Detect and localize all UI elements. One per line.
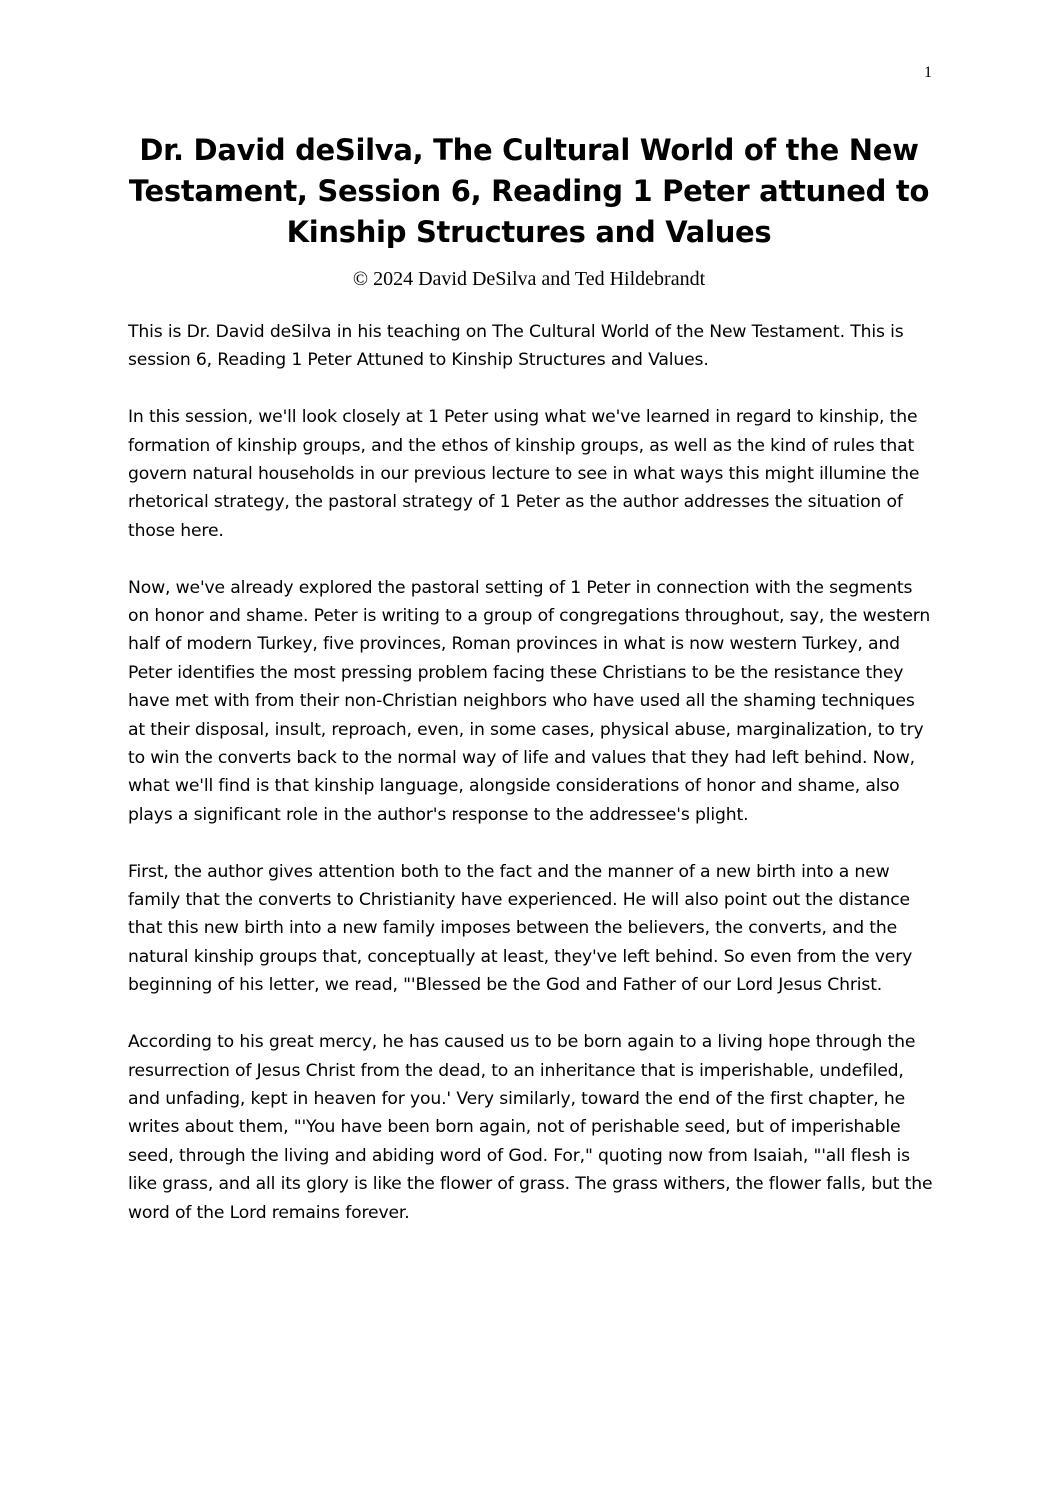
paragraph-1: This is Dr. David deSilva in his teaching on The Cultural World of the New Testament. This is session 6, Reading 1 Peter Attuned to Kinship Structures and Values. xyxy=(128,322,904,371)
document-title: Dr. David deSilva, The Cultural World of the New Testament, Session 6, Reading 1 Peter attuned to Kinship Structures and Values xyxy=(128,133,930,249)
paragraph-2: In this session, we'll look closely at 1 Peter using what we've learned in regard to kinship, the formation of kinship groups, and the ethos of kinship groups, as well as the kind of rules that govern natural households in our previous lecture to see in what ways this might illumine the rhetorical strategy, the pastoral strategy of 1 Peter as the author addresses the situation of those here. xyxy=(128,407,920,541)
paragraph-4: First, the author gives attention both to the fact and the manner of a new birth into a new family that the converts to Christianity have experienced. He will also point out the distance that this new birth into a new family imposes between the believers, the converts, and the natural kinship groups that, conceptually at least, they've left behind. So even from the very beginning of his letter, we read, "'Blessed be the God and Father of our Lord Jesus Christ. xyxy=(128,861,913,996)
paragraph-3: Now, we've already explored the pastoral setting of 1 Peter in connection with the segments on honor and shame. Peter is writing to a group of congregations throughout, say, the western half of modern Turkey, five provinces, Roman provinces in what is now western Turkey, and Peter identifies the most pressing problem facing these Christians to be the resistance they have met with from their non-Christian neighbors who have used all the shaming techniques at their disposal, insult, reproach, even, in some cases, physical abuse, marginalization, to try to win the converts back to the normal way of life and values that they had left behind. Now, what we'll find is that kinship language, alongside considerations of honor and shame, also plays a significant role in the author's response to the addressee's plight. xyxy=(128,577,931,825)
document-body xyxy=(128,318,936,1255)
paragraph-5: According to his great mercy, he has caused us to be born again to a living hope through the resurrection of Jesus Christ from the dead, to an inheritance that is imperishable, undefiled, and unfading, kept in heaven for you.' Very similarly, toward the end of the first chapter, he writes about them, "'You have been born again, not of perishable seed, but of imperishable seed, through the living and abiding word of God. For," quoting now from Isaiah, "'all flesh is like grass, and all its glory is like the flower of grass. The grass withers, the flower falls, but the word of the Lord remains forever. xyxy=(128,1032,933,1223)
copyright-line: © 2024 David DeSilva and Ted Hildebrandt xyxy=(352,268,706,290)
page-number: 1 xyxy=(924,64,932,81)
